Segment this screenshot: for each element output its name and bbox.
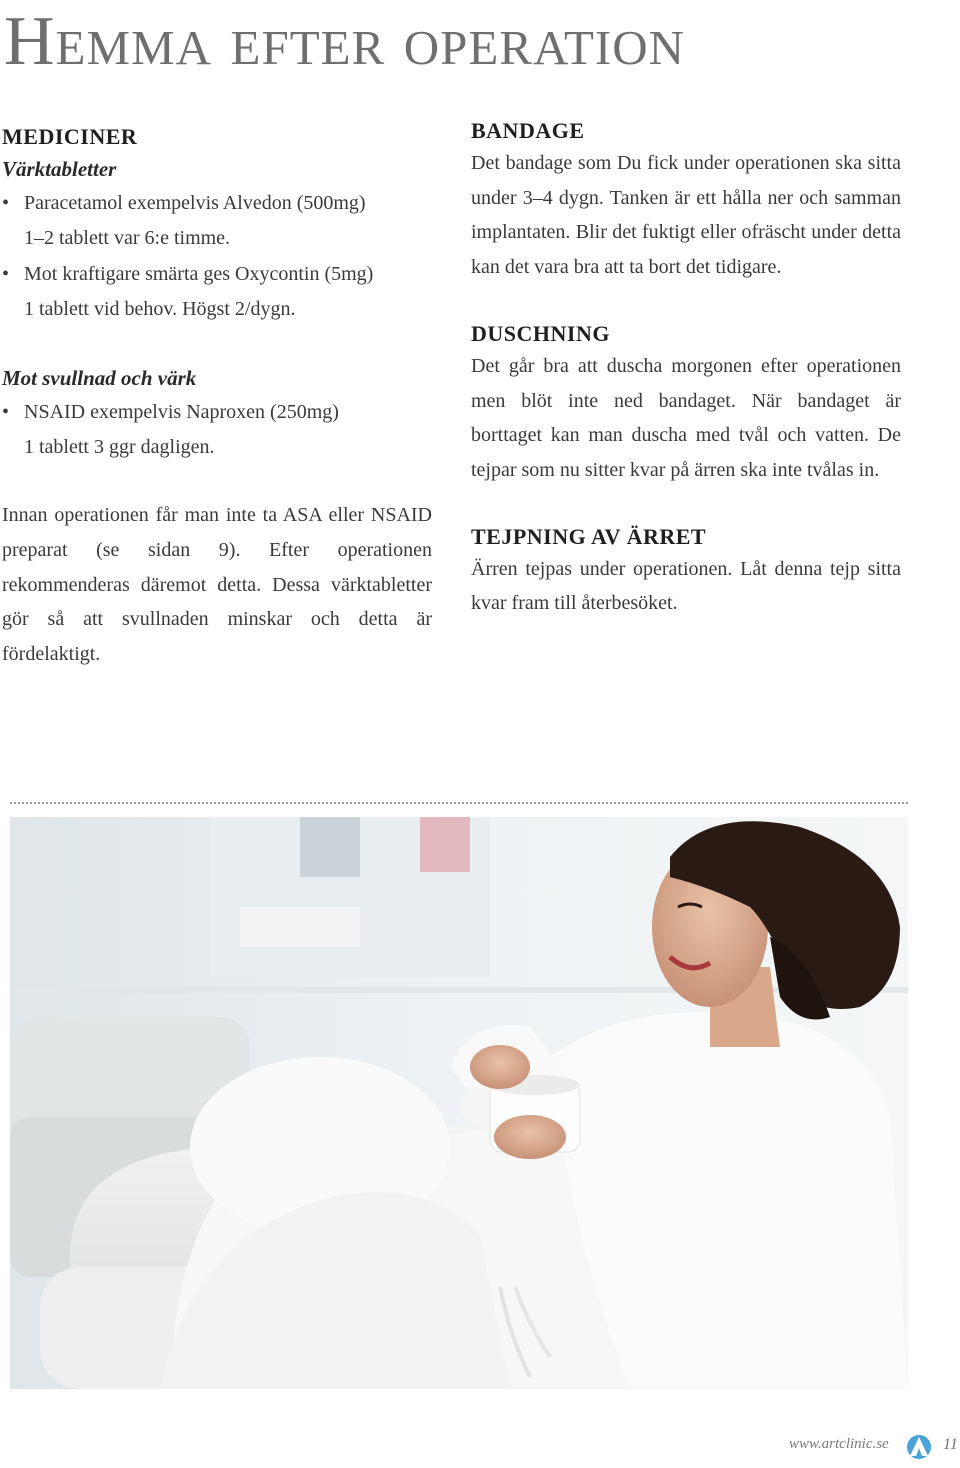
list-item — [2, 186, 432, 255]
list-item-line: Mot kraftigare smärta ges Oxycontin (5mg) — [24, 263, 374, 286]
list-item — [2, 257, 432, 326]
bandage-text: Det bandage som Du fick under operationen ska sitta under 3–4 dygn. Tanken är ett hålla ner och samman implantaten. Blir det fuktigt eller ofräscht under detta kan det vara bra att ta bort det tidigare. — [471, 152, 901, 279]
varktabletter-list — [2, 186, 432, 327]
varktabletter-subheading: Värktabletter — [2, 157, 117, 181]
bandage-heading: BANDAGE — [471, 118, 585, 143]
lifestyle-photo — [10, 817, 908, 1389]
svullnad-subheading: Mot svullnad och värk — [2, 365, 197, 390]
tejpning-heading: TEJPNING AV ÄRRET — [471, 523, 707, 549]
asa-nsaid-paragraph: Innan operationen får man inte ta ASA eller NSAID preparat (se sidan 9). Efter operationen rekommenderas däremot detta. Dessa värktabletter gör så att svullnaden minskar och detta är fördelaktigt. — [2, 504, 432, 666]
right-column — [471, 116, 901, 621]
list-item-line: Paracetamol exempelvis Alvedon (500mg) — [24, 192, 366, 214]
bullet-icon: • — [2, 263, 10, 286]
photo-illustration — [10, 817, 908, 1389]
duschning-heading: DUSCHNING — [471, 320, 610, 346]
list-item — [2, 395, 432, 464]
list-item-line: 1–2 tablett var 6:e timme. — [24, 226, 231, 249]
list-item-line: 1 tablett vid behov. Högst 2/dygn. — [24, 298, 296, 321]
dotted-divider — [10, 802, 908, 804]
svullnad-list — [2, 395, 432, 464]
page-number: 11 — [943, 1436, 958, 1453]
bullet-icon: • — [2, 400, 10, 423]
footer-url[interactable]: www.artclinic.se — [789, 1436, 889, 1452]
bullet-icon: • — [2, 192, 10, 214]
left-column — [2, 122, 432, 672]
artclinic-logo-icon — [906, 1434, 932, 1460]
mediciner-heading: MEDICINER — [2, 124, 138, 149]
list-item-line: 1 tablett 3 ggr dagligen. — [24, 435, 215, 458]
page-title: Hemma efter operation — [4, 3, 685, 80]
duschning-text: Det går bra att duscha morgonen efter operationen men blöt inte ned bandaget. När bandaget är borttaget kan man duscha med tvål och vatten. De tejpar som nu sitter kvar på ärren ska inte tvålas in. — [471, 354, 901, 481]
list-item-line: NSAID exempelvis Naproxen (250mg) — [24, 400, 339, 423]
tejpning-text: Ärren tejpas under operationen. Låt denna tejp sitta kvar fram till återbesöket. — [471, 557, 901, 615]
